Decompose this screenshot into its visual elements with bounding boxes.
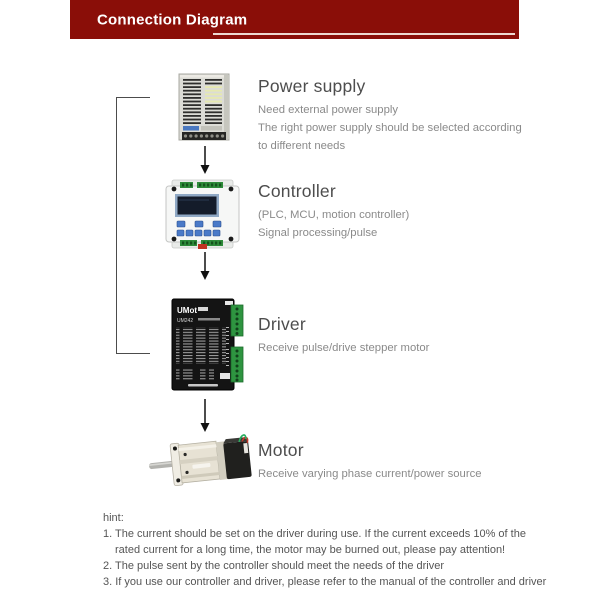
gearbox	[178, 441, 220, 483]
motor-image	[145, 429, 254, 496]
step-title: Motor	[258, 440, 304, 460]
hint-item: 1. The current should be set on the driver during use. If the current exceeds 10% of the	[103, 528, 526, 540]
terminal-block	[180, 182, 223, 188]
step-description-line: Signal processing/pulse	[258, 227, 378, 239]
power-supply-image	[178, 73, 231, 143]
step-title: Power supply	[258, 76, 366, 96]
driver-brand-label: UMot	[177, 306, 197, 315]
step-description-line: Receive pulse/drive stepper motor	[258, 342, 430, 354]
step-description-line: (PLC, MCU, motion controller)	[258, 209, 410, 221]
step-text-driver	[258, 314, 429, 357]
step-description-line: Need external power supply	[258, 104, 399, 116]
hint-block	[103, 510, 573, 590]
header-banner	[70, 0, 519, 39]
step-description-line: Receive varying phase current/power source	[258, 468, 482, 480]
page-title: Connection Diagram	[97, 11, 248, 28]
hint-item: 2. The pulse sent by the controller should meet the needs of the driver	[103, 560, 444, 572]
motor-body	[216, 435, 252, 480]
step-text-power-supply	[258, 76, 522, 155]
step-description-line: The right power supply should be selected according	[258, 122, 522, 134]
step-text-motor	[258, 440, 482, 483]
hint-label: hint:	[103, 512, 124, 524]
step-description-line: to different needs	[258, 140, 346, 152]
arrow-down-icon	[199, 146, 211, 174]
label-sticker	[183, 126, 199, 131]
power-to-driver-connector-line	[116, 97, 150, 354]
settings-table	[176, 327, 226, 364]
hint-item: 3. If you use our controller and driver, please refer to the manual of the controller and driver	[103, 576, 547, 588]
step-title: Controller	[258, 181, 336, 201]
lcd-screen	[175, 194, 219, 217]
driver-model-label: UM242	[177, 318, 194, 324]
terminal-strip	[182, 132, 226, 140]
step-title: Driver	[258, 314, 306, 334]
step-text-controller	[258, 181, 409, 242]
banner-underline-divider	[213, 33, 515, 35]
hint-item-continuation: rated current for a long time, the motor may be burned out, please pay attention!	[115, 544, 506, 556]
controller-image	[164, 178, 241, 250]
arrow-down-icon	[199, 399, 211, 432]
arrow-down-icon	[199, 252, 211, 280]
driver-image	[170, 297, 245, 392]
